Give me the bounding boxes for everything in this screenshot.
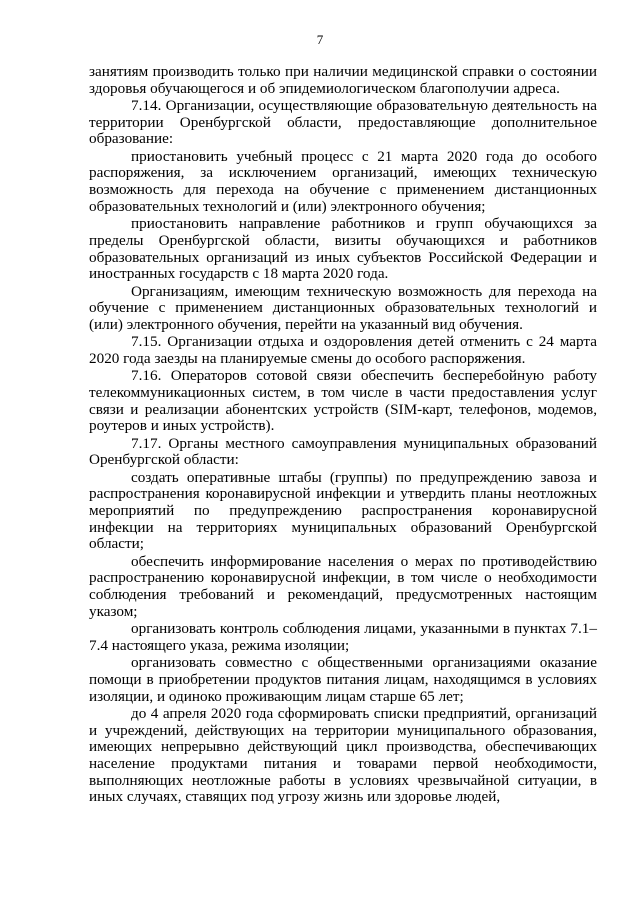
paragraph: 7.17. Органы местного самоуправления муниципальных образований Оренбургской области: [89,434,597,469]
paragraph: организовать совместно с общественными организациями оказание помощи в приобретении продуктов питания лицам, находящимся в условиях изоляции, и одиноко проживающим лицам старше 65 лет; [89,654,597,705]
paragraph: организовать контроль соблюдения лицами, указанными в пунктах 7.1–7.4 настоящего указа, режима изоляции; [89,620,597,654]
paragraph: до 4 апреля 2020 года сформировать списки предприятий, организаций и учреждений, действующих на территории муниципального образования, имеющих непрерывно действующий цикл производства, обеспечивающих население продуктами питания и товарами первой необходимости, выполняющих неотложные работы в условиях чрезвычайной ситуации, в иных случаях, ставящих под угрозу жизнь или здоровье людей, [89,704,597,806]
page-number: 7 [316,32,324,47]
paragraph: обеспечить информирование населения о мерах по противодействию распространению коронавирусной инфекции, в том числе о необходимости соблюдения требований и рекомендаций, предусмотренных настоящим указом; [89,552,597,620]
paragraph: создать оперативные штабы (группы) по предупреждению завоза и распространения коронавирусной инфекции и утвердить планы неотложных мероприятий по предупреждению распространения коронавирусной инфекции на территориях муниципальных образований Оренбургской области; [89,468,597,553]
paragraph: приостановить направление работников и групп обучающихся за пределы Оренбургской области, визиты обучающихся и работников образовательных организаций из иных субъектов Российской Федерации и иностранных государств с 18 марта 2020 года. [89,215,597,283]
paragraph: 7.15. Организации отдыха и оздоровления детей отменить с 24 марта 2020 года заезды на планируемые смены до особого распоряжения. [89,333,597,367]
document-body [89,64,597,807]
paragraph: приостановить учебный процесс с 21 марта 2020 года до особого распоряжения, за исключением организаций, имеющих техническую возможность для перехода на обучение с применением дистанционных образовательных технологий и (или) электронного обучения; [89,147,597,215]
paragraph: 7.16. Операторов сотовой связи обеспечить бесперебойную работу телекоммуникационных систем, в том числе в части предоставления услуг связи и реализации абонентских устройств (SIM-карт, телефонов, модемов, роутеров и иных устройств). [89,367,597,435]
paragraph: 7.14. Организации, осуществляющие образовательную деятельность на территории Оренбургской области, предоставляющие дополнительное образование: [89,97,597,148]
paragraph: занятиям производить только при наличии медицинской справки о состоянии здоровья обучающегося и об эпидемиологическом благополучии адреса. [89,63,597,97]
paragraph: Организациям, имеющим техническую возможность для перехода на обучение с применением дистанционных образовательных технологий и (или) электронного обучения, перейти на указанный вид обучения. [89,282,597,333]
